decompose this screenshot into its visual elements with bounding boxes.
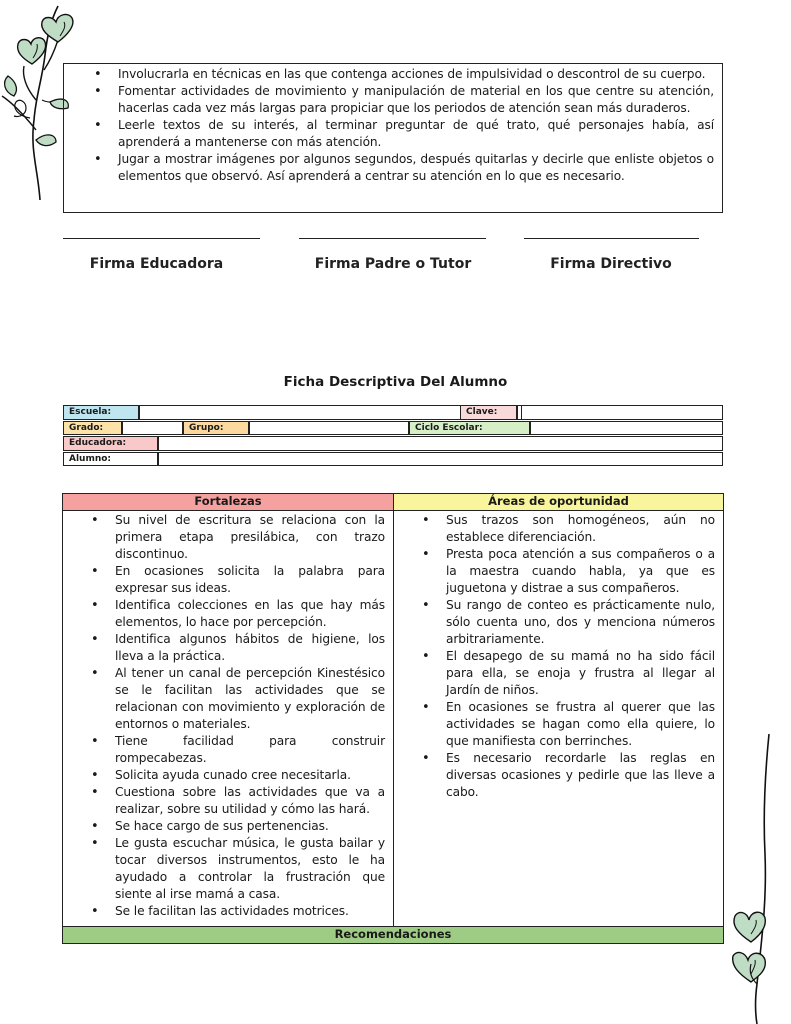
list-item: • Cuestiona sobre las actividades que va a realizar, sobre su utilidad y cómo las hará.: [63, 784, 385, 818]
recomendaciones-header: Recomendaciones: [63, 927, 724, 944]
list-item: • Le gusta escuchar música, le gusta bailar y tocar diversos instrumentos, esto le ha ayudado a controlar la frustración que siente al irse mamá a casa.: [63, 835, 385, 903]
educadora-field[interactable]: [158, 436, 723, 451]
list-item: • Su rango de conteo es prácticamente nulo, sólo cuenta uno, dos y menciona números arbitrariamente.: [394, 597, 715, 648]
list-item: • Al tener un canal de percepción Kinestésico se le facilitan las actividades que se relacionan con movimiento y exploración de entornos o materiales.: [63, 665, 385, 733]
ciclo-escolar-label: Ciclo Escolar:: [409, 421, 530, 436]
fortalezas-header: Fortalezas: [63, 494, 394, 511]
floral-branch-decoration-bottom: [721, 734, 791, 1024]
grupo-label: Grupo:: [183, 421, 249, 436]
form-row-escuela: [63, 405, 723, 420]
recommendations-list: [64, 64, 722, 185]
list-item: • Involucrarla en técnicas en las que contenga acciones de impulsividad o descontrol de su cuerpo.: [64, 66, 714, 83]
form-row-alumno: [63, 452, 723, 467]
recommendations-box: [63, 63, 723, 213]
alumno-label: Alumno:: [63, 452, 158, 467]
list-item: • El desapego de su mamá no ha sido fácil para ella, se enoja y frustra al llegar al Jardín de niños.: [394, 648, 715, 699]
signature-line-educadora: [63, 238, 260, 239]
areas-oportunidad-list: [394, 511, 723, 801]
list-item: • Identifica algunos hábitos de higiene, los lleva a la práctica.: [63, 631, 385, 665]
signature-label-directivo: Firma Directivo: [550, 256, 672, 272]
fortalezas-cell: [63, 511, 394, 927]
list-item: • En ocasiones solicita la palabra para expresar sus ideas.: [63, 563, 385, 597]
list-item: • Jugar a mostrar imágenes por algunos segundos, después quitarlas y decirle que enliste objetos o elementos que observó. Así aprenderá a centrar su atención en lo que es necesario.: [64, 151, 714, 185]
list-item: • Tiene facilidad para construir rompecabezas.: [63, 733, 385, 767]
signature-label-padre: Firma Padre o Tutor: [314, 256, 472, 272]
alumno-field[interactable]: [158, 452, 723, 467]
grupo-field[interactable]: [249, 421, 409, 436]
list-item: • Identifica colecciones en las que hay más elementos, lo hace por percepción.: [63, 597, 385, 631]
clave-label: Clave:: [460, 405, 517, 420]
list-item: • Solicita ayuda cunado cree necesitarla.: [63, 767, 385, 784]
areas-oportunidad-header: Áreas de oportunidad: [394, 494, 724, 511]
list-item: • Fomentar actividades de movimiento y manipulación de material en los que centre su atención, hacerlas cada vez más largas para propiciar que los periodos de atención sean más duraderos.: [64, 83, 714, 117]
list-item: • En ocasiones se frustra al querer que las actividades se hagan como ella quiere, lo que manifiesta con berrinches.: [394, 699, 715, 750]
educadora-label: Educadora:: [63, 436, 158, 451]
strengths-opportunities-table: [62, 493, 724, 944]
list-item: • Sus trazos son homogéneos, aún no establece diferenciación.: [394, 512, 715, 546]
list-item: • Leerle textos de su interés, al terminar preguntar de qué trato, qué personajes había, así aprenderá a mantenerse con más atención.: [64, 117, 714, 151]
student-info-form: [63, 405, 723, 467]
signature-line-directivo: [524, 238, 699, 239]
ciclo-escolar-field[interactable]: [530, 421, 723, 436]
list-item: • Se hace cargo de sus pertenencias.: [63, 818, 385, 835]
list-item: • Su nivel de escritura se relaciona con la primera etapa presilábica, con trazo discontinuo.: [63, 512, 385, 563]
grado-label: Grado:: [63, 421, 122, 436]
signature-line-padre: [299, 238, 486, 239]
list-item: • Se le facilitan las actividades motrices.: [63, 903, 385, 920]
signature-label-educadora: Firma Educadora: [89, 256, 224, 272]
list-item: • Es necesario recordarle las reglas en diversas ocasiones y pedirle que las lleve a cabo.: [394, 750, 715, 801]
clave-field[interactable]: [517, 405, 723, 420]
grado-field[interactable]: [122, 421, 183, 436]
form-row-educadora: [63, 436, 723, 451]
form-title: Ficha Descriptiva Del Alumno: [283, 374, 508, 390]
list-item: • Presta poca atención a sus compañeros o a la maestra cuando habla, ya que es juguetona y distrae a sus compañeros.: [394, 546, 715, 597]
fortalezas-list: [63, 511, 393, 920]
areas-oportunidad-cell: [394, 511, 724, 927]
form-row-grado: [63, 421, 723, 436]
escuela-label: Escuela:: [63, 405, 139, 420]
